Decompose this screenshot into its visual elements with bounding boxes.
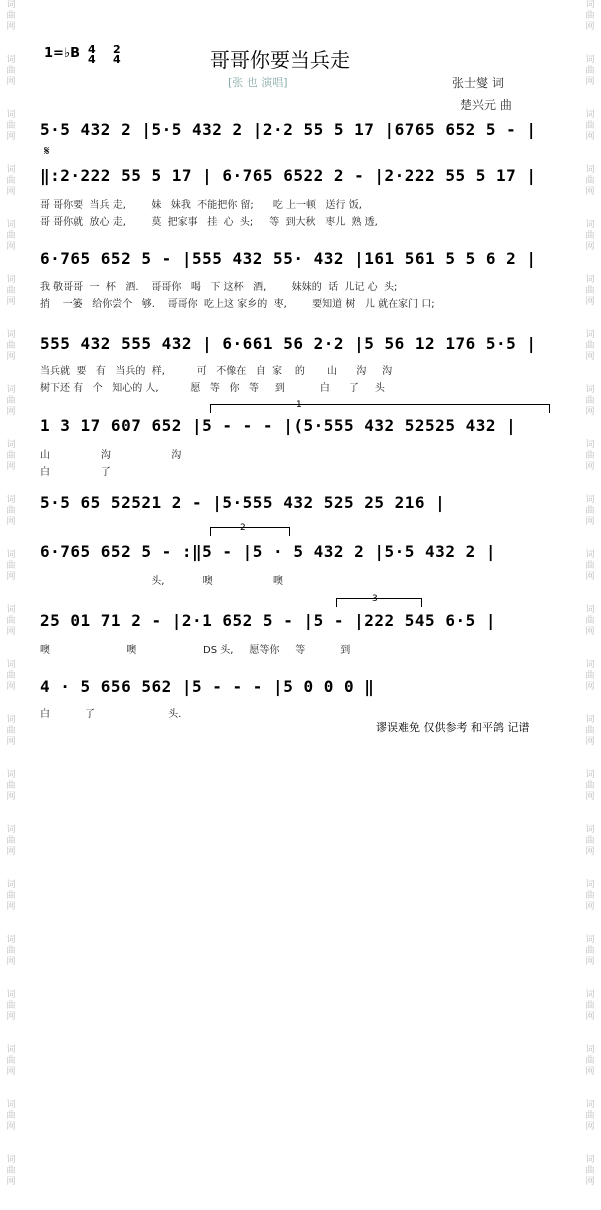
notation-line-4: 555 432 555 432 | 6·661 56 2·2 |5 56 12 176 5·5 |: [40, 334, 537, 353]
lyric-line-5-verse-1: 山 沟 沟: [40, 450, 182, 461]
volta-label-1: 1: [296, 400, 302, 410]
notation-line-3: 6·765 652 5 - |555 432 55· 432 |161 561 5 5 6 2 |: [40, 249, 537, 268]
lyric-line-3-verse-1: 我 敬哥哥 一 杯 酒. 哥哥你 喝 下 这杯 酒, 妹妹的 话 儿记 心 头;: [40, 282, 398, 293]
lyric-line-8: 噢 噢 DS 头, 愿等你 等 到: [40, 645, 351, 656]
notation-line-5: 1 3 17 607 652 |5 - - - |(5·555 432 52525 432 |: [40, 416, 517, 435]
lyric-line-7: 头, 噢 噢: [40, 576, 283, 587]
lyric-line-5-verse-2: 白 了: [40, 467, 111, 478]
volta-bracket-1: [210, 404, 550, 413]
lyric-line-4-verse-2: 树下还 有 个 知心的 人, 愿 等 你 等 到 白 了 头: [40, 383, 385, 394]
watermark-left: 词 曲 网 词 曲 网 词 曲 网 词 曲 网 词 曲 网 词 曲 网 词 曲 网 词 曲 网 词 曲 网 词 曲 网 词 曲 网 词 曲 网 词 曲 网 词 曲 网 词 曲 网 词 曲 网 词 曲 网 词 曲 网 词 曲 网 词 曲 网 词 曲 网 词 曲 网: [6, 0, 16, 1187]
notation-line-1: 5·5 432 2 |5·5 432 2 |2·2 55 5 17 |6765 652 5 - |: [40, 120, 537, 139]
notation-line-2: ‖:2·222 55 5 17 | 6·765 6522 2 - |2·222 55 5 17 |: [40, 166, 537, 185]
singer-credit: [张 也 演唱]: [228, 76, 288, 89]
time-signature-4-4: 4 4: [88, 43, 96, 66]
lyric-line-3-verse-2: 捎 一篓 给你尝个 够. 哥哥你 吃上这 家乡的 枣, 要知道 树 儿 就在家门 口;: [40, 299, 435, 310]
lyric-line-9: 白 了 头.: [40, 709, 182, 720]
transcriber-note: 谬误难免 仅供参考 和平鸽 记谱: [376, 721, 530, 734]
lyricist-credit: 张士燮 词: [452, 76, 504, 90]
volta-bracket-3: [336, 598, 422, 607]
notation-line-8: 25 01 71 2 - |2·1 652 5 - |5 - |222 545 6·5 |: [40, 611, 496, 630]
lyric-line-4-verse-1: 当兵就 要 有 当兵的 样, 可 不像在 自 家 的 山 沟 沟: [40, 366, 393, 377]
composer-credit: 楚兴元 曲: [460, 98, 512, 112]
time-signature-2-4: 2 4: [113, 43, 121, 66]
volta-label-3: 3: [372, 594, 378, 604]
key-signature: 1=♭B: [44, 46, 80, 61]
volta-label-2: 2: [240, 523, 246, 533]
lyric-line-2-verse-2: 哥 哥你就 放心 走, 莫 把家事 挂 心 头; 等 到大秋 枣儿 熟 透,: [40, 217, 378, 228]
notation-line-7: 6·765 652 5 - :‖5 - |5 · 5 432 2 |5·5 432 2 |: [40, 542, 496, 561]
volta-bracket-2: [210, 527, 290, 536]
lyric-line-2-verse-1: 哥 哥你要 当兵 走, 妹 妹我 不能把你 留; 吃 上一顿 送行 饭,: [40, 200, 362, 211]
notation-line-6: 5·5 65 52521 2 - |5·555 432 525 25 216 |: [40, 493, 446, 512]
song-title: 哥哥你要当兵走: [210, 48, 350, 72]
segno-sign: 𝄋: [44, 144, 50, 159]
notation-line-9: 4 · 5 656 562 |5 - - - |5 0 0 0 ‖: [40, 677, 375, 696]
watermark-right: 词 曲 网 词 曲 网 词 曲 网 词 曲 网 词 曲 网 词 曲 网 词 曲 网 词 曲 网 词 曲 网 词 曲 网 词 曲 网 词 曲 网 词 曲 网 词 曲 网 词 曲 网 词 曲 网 词 曲 网 词 曲 网 词 曲 网 词 曲 网 词 曲 网 词 曲 网: [585, 0, 595, 1187]
